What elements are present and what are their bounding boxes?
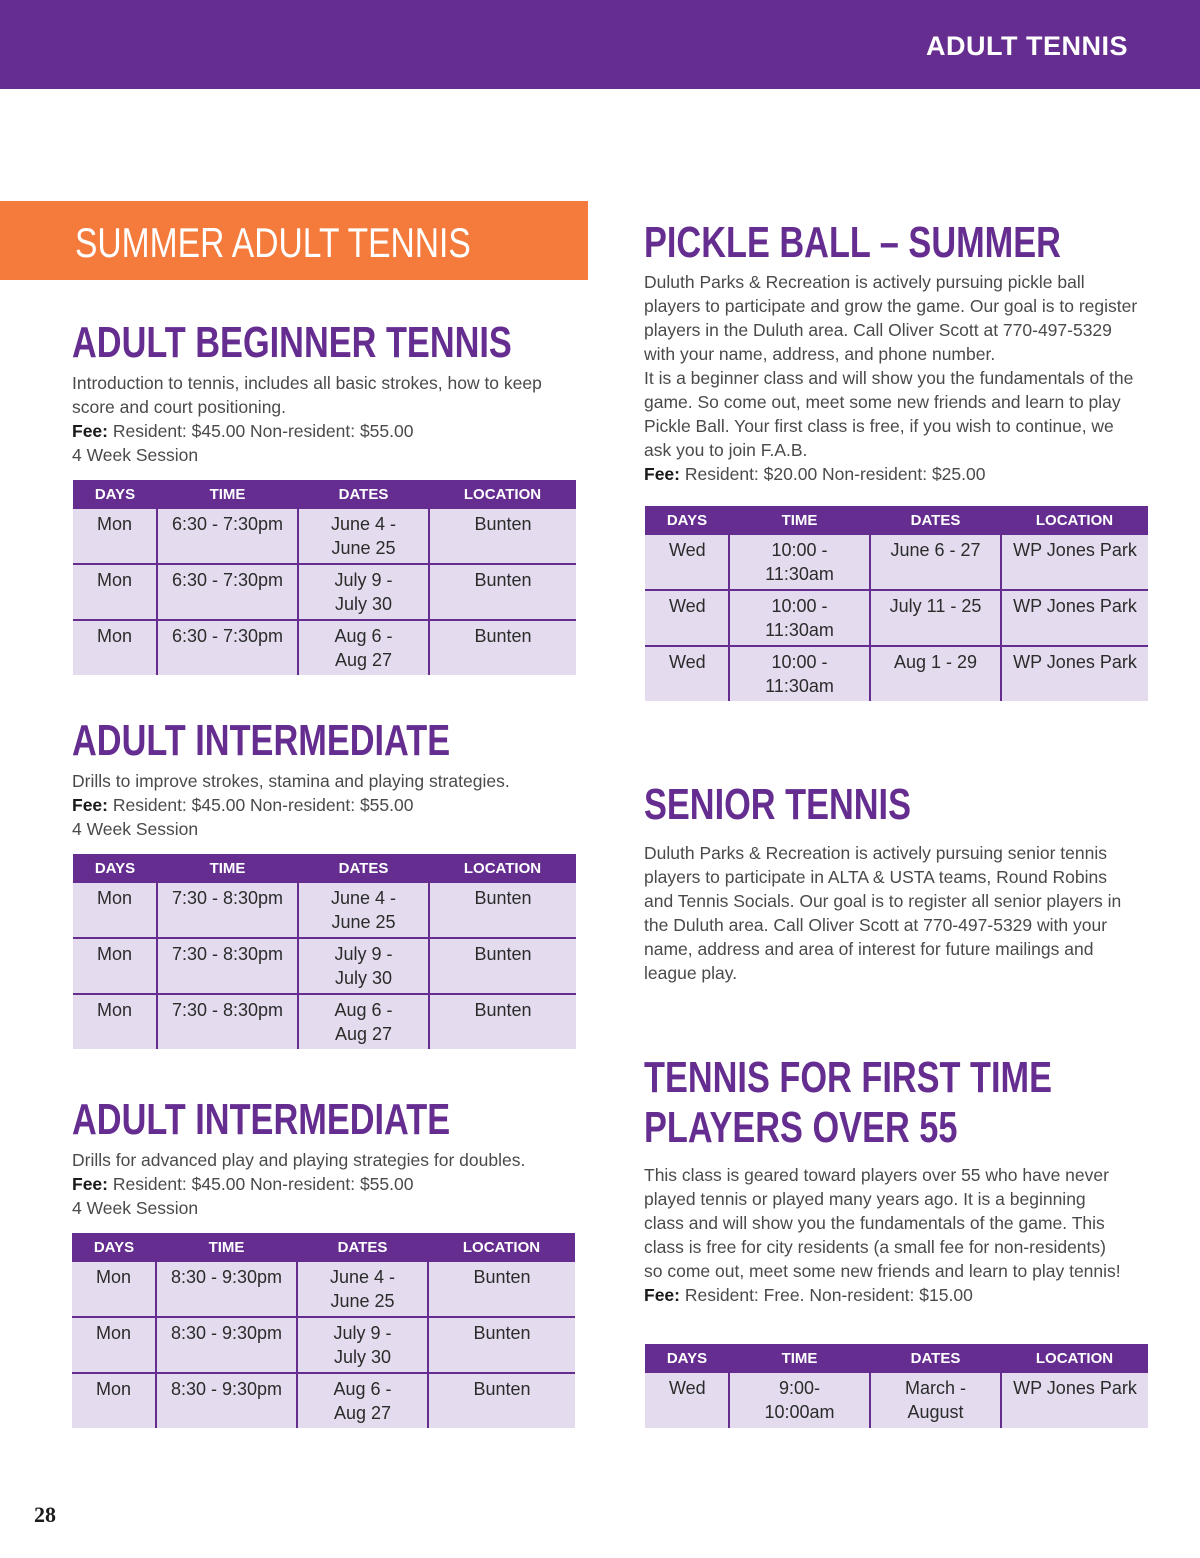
section-title: ADULT TENNIS [926, 31, 1128, 61]
firsttime-schedule-table [645, 1344, 1148, 1428]
table-row [645, 590, 1148, 646]
cell-location: Bunten [429, 509, 576, 564]
cell-time: 10:00 - 11:30am [729, 590, 870, 646]
header-time: TIME [729, 506, 870, 535]
cell-day: Mon [73, 883, 157, 938]
banner-title: SUMMER ADULT TENNIS [75, 219, 471, 266]
intermediate-heading: ADULT INTERMEDIATE [72, 716, 451, 765]
cell-dates: June 4 - June 25 [297, 1262, 428, 1317]
cell-time: 8:30 - 9:30pm [156, 1262, 297, 1317]
cell-dates: July 9 - July 30 [298, 564, 429, 620]
fee-label: Fee: [72, 421, 108, 441]
cell-day: Mon [73, 564, 157, 620]
cell-location: WP Jones Park [1001, 590, 1148, 646]
header-days: DAYS [73, 480, 157, 509]
pickleball-description-1: Duluth Parks & Recreation is actively pursuing pickle ball players to participate and grow the game. Our goal is to register players in the Duluth area. Call Oliver Scott at 770-497-5329 with your name, address, and phone number. [644, 272, 1138, 364]
beginner-info [72, 371, 542, 467]
table-row [645, 646, 1148, 701]
firsttime-heading-line2: PLAYERS OVER 55 [644, 1103, 958, 1152]
senior-description: Duluth Parks & Recreation is actively pursuing senior tennis players to participate in ALTA & USTA teams, Round Robins and Tennis Socials. Our goal is to register all senior players in the Duluth area. Call Oliver Scott at 770-497-5329 with your name, address and area of interest for future mailings and league play. [644, 843, 1122, 983]
cell-location: Bunten [428, 1317, 575, 1373]
cell-location: Bunten [429, 883, 576, 938]
header-days: DAYS [645, 1344, 729, 1373]
table-row [72, 1373, 575, 1428]
cell-day: Mon [73, 938, 157, 994]
cell-location: WP Jones Park [1001, 1373, 1148, 1428]
beginner-heading: ADULT BEGINNER TENNIS [72, 318, 512, 367]
intermediate1-info [72, 769, 542, 841]
fee-label: Fee: [644, 464, 680, 484]
cell-time: 7:30 - 8:30pm [157, 994, 298, 1049]
header-days: DAYS [73, 854, 157, 883]
intermediate2-description: Drills for advanced play and playing strategies for doubles. [72, 1150, 526, 1170]
table-header-row [645, 506, 1148, 535]
table-row [73, 938, 576, 994]
beginner-fee-value: Resident: $45.00 Non-resident: $55.00 [112, 421, 414, 441]
beginner-schedule-table [73, 480, 576, 675]
pickleball-heading: PICKLE BALL – SUMMER [644, 218, 1061, 267]
cell-location: WP Jones Park [1001, 646, 1148, 701]
cell-day: Wed [645, 646, 729, 701]
intermediate1-fee-value: Resident: $45.00 Non-resident: $55.00 [112, 795, 414, 815]
page-number: 28 [34, 1502, 56, 1527]
firsttime-fee-value: Resident: Free. Non-resident: $15.00 [684, 1285, 973, 1305]
table-header-row [73, 480, 576, 509]
cell-dates: Aug 6 - Aug 27 [297, 1373, 428, 1428]
table-row [73, 564, 576, 620]
cell-time: 6:30 - 7:30pm [157, 620, 298, 675]
cell-dates: Aug 6 - Aug 27 [298, 994, 429, 1049]
beginner-fee [72, 419, 542, 443]
intermediate2-info [72, 1148, 552, 1220]
cell-day: Wed [645, 535, 729, 590]
cell-time: 9:00- 10:00am [729, 1373, 870, 1428]
cell-location: Bunten [429, 938, 576, 994]
intermediate2-fee-value: Resident: $45.00 Non-resident: $55.00 [112, 1174, 414, 1194]
intermediate2-heading: ADULT INTERMEDIATE [72, 1095, 451, 1144]
pickleball-fee-value: Resident: $20.00 Non-resident: $25.00 [684, 464, 986, 484]
table-header-row [645, 1344, 1148, 1373]
table-header-row [73, 854, 576, 883]
firsttime-fee [644, 1283, 1129, 1307]
cell-time: 10:00 - 11:30am [729, 646, 870, 701]
cell-dates: June 6 - 27 [870, 535, 1001, 590]
cell-dates: June 4 - June 25 [298, 883, 429, 938]
table-row [73, 994, 576, 1049]
header-location: LOCATION [429, 854, 576, 883]
firsttime-info [644, 1163, 1129, 1307]
cell-time: 6:30 - 7:30pm [157, 509, 298, 564]
header-location: LOCATION [1001, 506, 1148, 535]
cell-location: Bunten [429, 994, 576, 1049]
cell-time: 8:30 - 9:30pm [156, 1317, 297, 1373]
fee-label: Fee: [644, 1285, 680, 1305]
beginner-session: 4 Week Session [72, 445, 199, 465]
cell-dates: June 4 - June 25 [298, 509, 429, 564]
intermediate1-session: 4 Week Session [72, 819, 199, 839]
cell-day: Mon [73, 509, 157, 564]
header-time: TIME [729, 1344, 870, 1373]
table-row [72, 1262, 575, 1317]
cell-day: Mon [73, 994, 157, 1049]
cell-dates: March - August [870, 1373, 1001, 1428]
intermediate2-schedule-table [72, 1233, 575, 1428]
intermediate2-session: 4 Week Session [72, 1198, 199, 1218]
cell-day: Wed [645, 590, 729, 646]
table-row [73, 883, 576, 938]
header-bar [0, 0, 1200, 89]
intermediate1-fee [72, 793, 542, 817]
fee-label: Fee: [72, 795, 108, 815]
cell-location: Bunten [429, 564, 576, 620]
cell-location: Bunten [428, 1373, 575, 1428]
firsttime-description: This class is geared toward players over 55 who have never played tennis or played many years ago. It is a beginning class and will show you the fundamentals of the game. This class is free for city residents (a small fee for non-residents) so come out, meet some new friends and learn to play tennis! [644, 1165, 1121, 1281]
table-row [73, 620, 576, 675]
senior-heading: SENIOR TENNIS [644, 780, 911, 829]
cell-location: Bunten [429, 620, 576, 675]
header-time: TIME [157, 480, 298, 509]
cell-time: 7:30 - 8:30pm [157, 883, 298, 938]
header-location: LOCATION [428, 1233, 575, 1262]
header-days: DAYS [72, 1233, 156, 1262]
table-row [72, 1317, 575, 1373]
header-dates: DATES [298, 480, 429, 509]
pickleball-description-2: It is a beginner class and will show you the fundamentals of the game. So come out, meet some new friends and learn to play Pickle Ball. Your first class is free, if you wish to continue, we ask you to join F.A.B. [644, 368, 1134, 460]
pickleball-schedule-table [645, 506, 1148, 701]
cell-location: Bunten [428, 1262, 575, 1317]
cell-dates: Aug 6 - Aug 27 [298, 620, 429, 675]
intermediate1-description: Drills to improve strokes, stamina and playing strategies. [72, 771, 510, 791]
header-dates: DATES [297, 1233, 428, 1262]
cell-time: 7:30 - 8:30pm [157, 938, 298, 994]
pickleball-info [644, 270, 1139, 486]
pickleball-fee [644, 462, 1139, 486]
fee-label: Fee: [72, 1174, 108, 1194]
cell-dates: July 9 - July 30 [298, 938, 429, 994]
intermediate2-fee [72, 1172, 552, 1196]
cell-day: Mon [72, 1373, 156, 1428]
cell-dates: July 9 - July 30 [297, 1317, 428, 1373]
header-time: TIME [157, 854, 298, 883]
cell-location: WP Jones Park [1001, 535, 1148, 590]
cell-time: 8:30 - 9:30pm [156, 1373, 297, 1428]
intermediate1-schedule-table [73, 854, 576, 1049]
header-dates: DATES [870, 1344, 1001, 1373]
header-location: LOCATION [1001, 1344, 1148, 1373]
cell-dates: Aug 1 - 29 [870, 646, 1001, 701]
cell-day: Mon [73, 620, 157, 675]
header-days: DAYS [645, 506, 729, 535]
cell-day: Mon [72, 1262, 156, 1317]
table-row [645, 535, 1148, 590]
table-row [645, 1373, 1148, 1428]
table-header-row [72, 1233, 575, 1262]
header-time: TIME [156, 1233, 297, 1262]
firsttime-heading-line1: TENNIS FOR FIRST TIME [644, 1053, 1053, 1102]
summer-banner [0, 201, 588, 280]
header-dates: DATES [298, 854, 429, 883]
beginner-description: Introduction to tennis, includes all basic strokes, how to keep score and court positioning. [72, 373, 542, 417]
table-row [73, 509, 576, 564]
cell-dates: July 11 - 25 [870, 590, 1001, 646]
cell-day: Wed [645, 1373, 729, 1428]
cell-time: 6:30 - 7:30pm [157, 564, 298, 620]
header-dates: DATES [870, 506, 1001, 535]
header-location: LOCATION [429, 480, 576, 509]
senior-info [644, 841, 1129, 985]
cell-time: 10:00 - 11:30am [729, 535, 870, 590]
cell-day: Mon [72, 1317, 156, 1373]
